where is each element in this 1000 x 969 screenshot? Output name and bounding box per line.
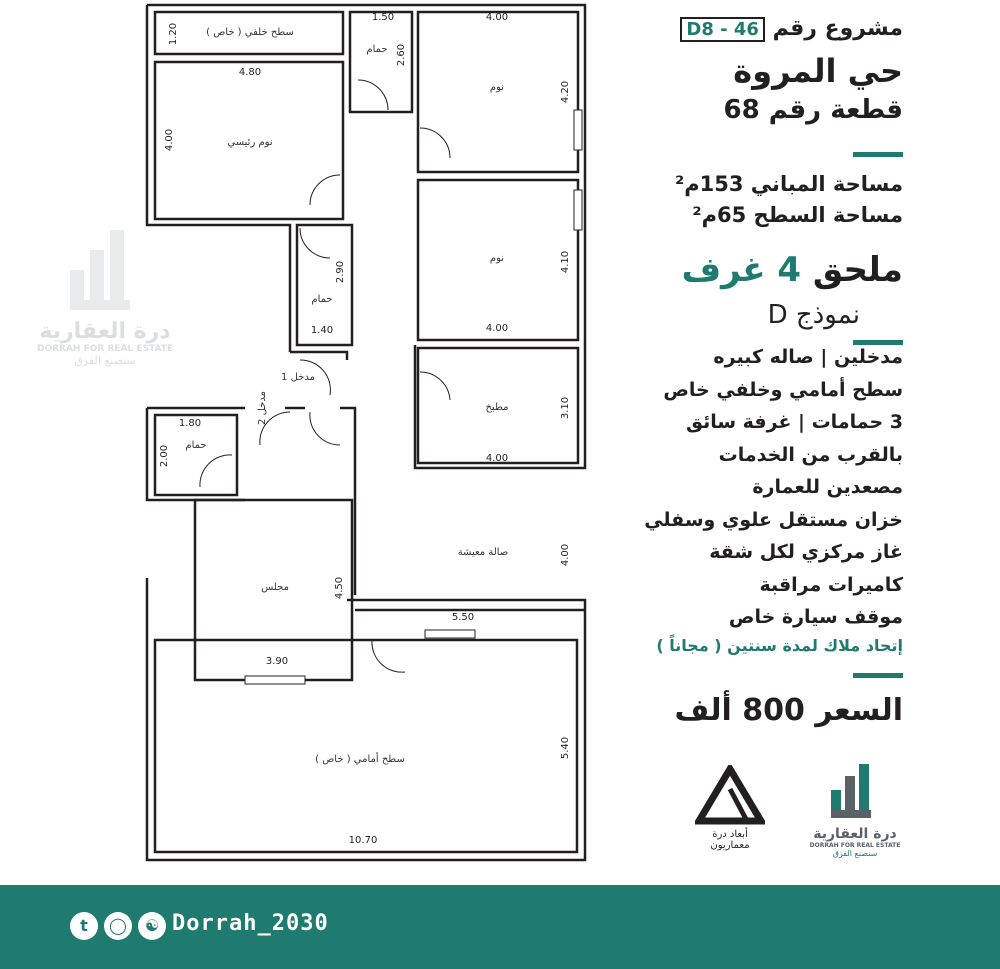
- front-roof-outline: [155, 640, 577, 852]
- dim-kitchen-h: 3.10: [560, 396, 571, 420]
- window: [245, 676, 305, 684]
- label-kitchen: مطبخ: [485, 402, 509, 413]
- dim-master-w: 4.80: [238, 67, 262, 78]
- dim-front-w: 10.70: [348, 835, 378, 846]
- door-arc: [300, 228, 330, 258]
- feature-item: موقف سيارة خاص: [728, 606, 903, 628]
- abaad-logo: [680, 765, 780, 851]
- dim-back-roof-h: 1.20: [168, 22, 179, 46]
- rooms-highlight: 4 غرف: [681, 250, 802, 290]
- dorrah-name-ar: درة العقارية: [813, 826, 897, 842]
- watermark-name-en: DORRAH FOR REAL ESTATE: [36, 344, 173, 354]
- door-arc: [420, 128, 450, 158]
- feature-item: غاز مركزي لكل شقة: [709, 541, 903, 563]
- instagram-icon[interactable]: ◯: [104, 912, 132, 940]
- abaad-line-1: أبعاد درة: [712, 829, 748, 840]
- dim-bed1-h: 4.20: [560, 80, 571, 104]
- label-bath-top: حمام: [366, 44, 388, 55]
- roof-area: مساحة السطح 65م²: [692, 203, 903, 227]
- dim-master-h: 4.00: [164, 128, 175, 152]
- feature-item: بالقرب من الخدمات: [718, 443, 903, 466]
- label-living-hall: صالة معيشة: [457, 547, 509, 558]
- dorrah-logo: [800, 762, 910, 858]
- dim-majlis-h: 4.50: [334, 576, 345, 600]
- dim-majlis-w: 3.90: [265, 656, 289, 667]
- divider: [853, 340, 903, 345]
- door-arc: [310, 412, 340, 445]
- feature-item: كاميرات مراقبة: [759, 573, 903, 596]
- model-name: نموذج D: [767, 300, 860, 330]
- dim-living-h: 4.00: [560, 543, 571, 567]
- dim-bed2-w: 4.00: [485, 323, 509, 334]
- feature-item: سطح أمامي وخلفي خاص: [663, 378, 903, 401]
- feature-item: خزان مستقل علوي وسفلي: [644, 508, 903, 531]
- window: [574, 110, 582, 150]
- triangle-logo-icon: [695, 765, 765, 825]
- feature-item: مدخلين | صاله كبيره: [713, 346, 903, 368]
- door-arc: [420, 372, 450, 400]
- dorrah-watermark-logo: [30, 225, 180, 367]
- window: [574, 190, 582, 230]
- model-headline: [682, 250, 903, 290]
- label-front-roof: سطح أمامي ( خاص ): [315, 754, 405, 765]
- label-entrance-2: مدخل 2: [257, 391, 268, 425]
- dorrah-slogan: سنصنع الفرق: [832, 849, 878, 858]
- door-arc: [372, 640, 405, 672]
- label-bath-left: حمام: [185, 440, 207, 451]
- plot-title: قطعة رقم 68: [723, 95, 903, 125]
- door-arc: [310, 175, 340, 205]
- dim-bath-mid-w: 1.40: [310, 325, 334, 336]
- dorrah-logo-icon: [827, 762, 883, 822]
- dorrah-mark-icon: [60, 225, 150, 315]
- district-title: حي المروة: [733, 52, 903, 90]
- label-back-roof: سطح خلفي ( خاص ): [206, 27, 294, 38]
- owners-union-note: إتحاد ملاك لمدة سنتين ( مجاناً ): [656, 636, 903, 655]
- project-number-line: [680, 16, 903, 41]
- watermark-name-ar: درة العقارية: [39, 319, 171, 344]
- price: السعر 800 ألف: [674, 693, 903, 728]
- dim-living-w: 5.50: [451, 612, 475, 623]
- outer-wall: [147, 5, 585, 860]
- social-handle[interactable]: Dorrah_2030: [172, 911, 329, 936]
- watermark-slogan: سنصنع الفرق: [74, 354, 136, 367]
- door-arc: [358, 80, 388, 110]
- dim-bed2-h: 4.10: [560, 250, 571, 274]
- label-bedroom-2: نوم: [489, 253, 505, 264]
- window: [425, 630, 475, 638]
- label-entrance-1: مدخل 1: [281, 372, 315, 383]
- divider: [853, 152, 903, 157]
- twitter-icon[interactable]: t: [70, 912, 98, 940]
- snapchat-icon[interactable]: ☯: [138, 912, 166, 940]
- door-arc: [200, 455, 232, 487]
- dim-bath-left-h: 2.00: [159, 444, 170, 468]
- label-majlis: مجلس: [261, 582, 289, 593]
- building-area: مساحة المباني 153م²: [675, 172, 903, 196]
- dim-bed1-w: 4.00: [485, 12, 509, 23]
- dorrah-name-en: DORRAH FOR REAL ESTATE: [809, 842, 901, 849]
- label-bath-mid: حمام: [311, 294, 333, 305]
- abaad-line-2: معماريون: [710, 840, 750, 851]
- divider: [853, 673, 903, 678]
- label-master-bedroom: نوم رئيسي: [227, 137, 273, 148]
- project-code: D8 - 46: [680, 17, 765, 42]
- model-prefix: ملحق: [812, 250, 903, 290]
- feature-item: مصعدين للعمارة: [752, 476, 903, 498]
- dim-kitchen-w: 4.00: [485, 453, 509, 464]
- dim-bath-left-w: 1.80: [178, 418, 202, 429]
- dim-bath-top-w: 1.50: [371, 12, 395, 23]
- feature-item: 3 حمامات | غرفة سائق: [685, 411, 903, 433]
- dim-front-h: 5.40: [560, 736, 571, 760]
- label-bedroom-1: نوم: [489, 82, 505, 93]
- corridor-wall: [285, 352, 355, 595]
- project-label: مشروع رقم: [772, 16, 903, 41]
- dim-bath-top-h: 2.60: [396, 43, 407, 67]
- dim-bath-mid-h: 2.90: [335, 260, 346, 284]
